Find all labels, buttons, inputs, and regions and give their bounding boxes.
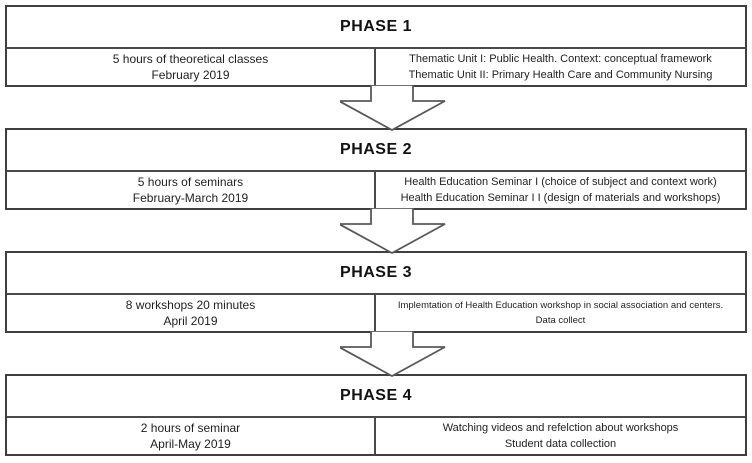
down-arrow-icon — [340, 85, 446, 131]
phase-3-content-line-1: Implemtation of Health Education workshop in social association and centers. — [397, 300, 724, 311]
phase-4-content-line-2: Student data collection — [504, 437, 617, 450]
phase-2-content-line-1: Health Education Seminar I (choice of subject and context work) — [404, 176, 717, 189]
phase-1-content-cell — [376, 49, 745, 85]
phase-2-block — [5, 128, 747, 210]
phase-4-date: April-May 2019 — [150, 437, 231, 451]
arrow-row-2 — [5, 210, 747, 251]
phase-1-content-line-1: Thematic Unit I: Public Health. Context: conceptual framework — [409, 53, 712, 66]
phase-4-duration: 2 hours of seminar — [140, 421, 241, 435]
phase-4-content-line-1: Watching videos and refelction about workshops — [442, 422, 679, 435]
phase-3-duration: 8 workshops 20 minutes — [125, 298, 256, 312]
phase-2-content-cell — [376, 172, 745, 208]
phase-3-schedule-cell — [7, 295, 376, 331]
phase-2-duration: 5 hours of seminars — [137, 175, 244, 189]
arrow-row-1 — [5, 87, 747, 128]
phase-4-title: PHASE 4 — [7, 376, 745, 418]
phase-4-block — [5, 374, 747, 456]
phase-1-content-line-2: Thematic Unit II: Primary Health Care and Community Nursing — [408, 68, 713, 81]
phase-2-title: PHASE 2 — [7, 130, 745, 172]
down-arrow-icon — [340, 331, 446, 377]
phase-2-content-line-2: Health Education Seminar I I (design of materials and workshops) — [400, 191, 721, 204]
phase-2-schedule-cell — [7, 172, 376, 208]
phase-2-body — [7, 172, 745, 208]
phase-2-date: February-March 2019 — [132, 191, 249, 205]
phase-3-content-line-2: Data collect — [535, 315, 586, 326]
phase-1-date: February 2019 — [151, 68, 230, 82]
phase-3-date: April 2019 — [163, 314, 218, 328]
phase-3-title: PHASE 3 — [7, 253, 745, 295]
phase-4-schedule-cell — [7, 418, 376, 454]
phase-1-body — [7, 49, 745, 85]
arrow-row-3 — [5, 333, 747, 374]
phase-1-schedule-cell — [7, 49, 376, 85]
phase-3-content-cell — [376, 295, 745, 331]
phases-flow-diagram — [5, 5, 747, 456]
phase-4-content-cell — [376, 418, 745, 454]
phase-1-title: PHASE 1 — [7, 7, 745, 49]
phase-4-body — [7, 418, 745, 454]
phase-1-duration: 5 hours of theoretical classes — [112, 52, 269, 66]
phase-3-body — [7, 295, 745, 331]
phase-1-block — [5, 5, 747, 87]
phase-3-block — [5, 251, 747, 333]
down-arrow-icon — [340, 208, 446, 254]
